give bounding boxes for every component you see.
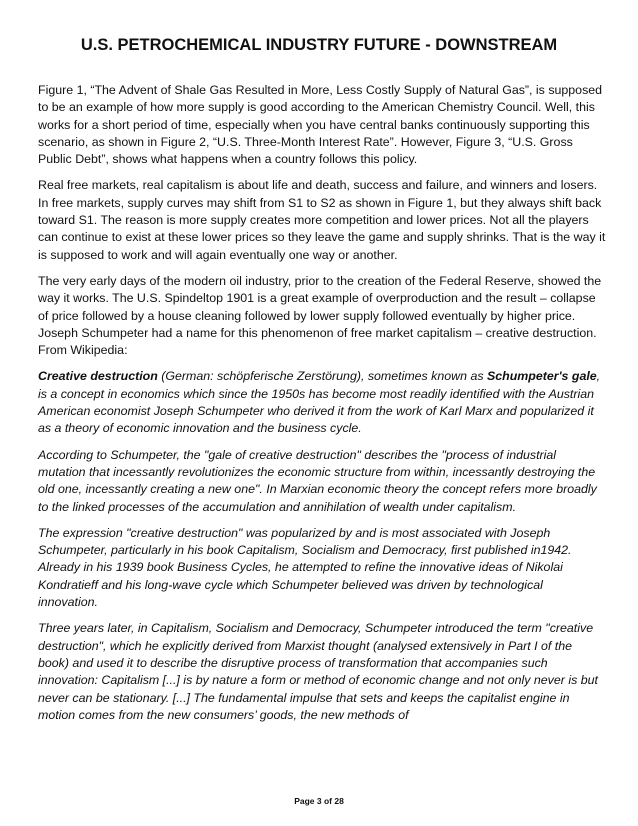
document-body (38, 82, 606, 733)
page-title: U.S. PETROCHEMICAL INDUSTRY FUTURE - DOWNSTREAM (80, 36, 558, 54)
quote-paragraph: Three years later, in Capitalism, Socialism and Democracy, Schumpeter introduced the term "creative destruction", which he explicitly derived from Marxist thought (analysed extensively in Part I of the book) and used it to describe the disruptive process of transformation that accompanies such innovation: Capitalism [...] is by nature a form or method of economic change and not only never is but never can be stationary. [...] The fundamental impulse that sets and keeps the capitalist engine in motion comes from the new consumers’ goods, the new methods of (38, 621, 598, 722)
quote-paragraph (38, 368, 606, 437)
quote-text: (German: schöpferische Zerstörung), sometimes known as (157, 369, 487, 384)
quote-paragraph: According to Schumpeter, the "gale of creative destruction" describes the "process of industrial mutation that incessantly revolutionizes the economic structure from within, incessantly destroying the old one, incessantly creating a new one". In Marxian economic theory the concept refers more broadly to the linked processes of the accumulation and annihilation of wealth under capitalism. (38, 447, 597, 514)
paragraph: The very early days of the modern oil industry, prior to the creation of the Federal Reserve, showed the way it works. The U.S. Spindeltop 1901 is a great example of overproduction and the result – collapse of price followed by a house cleaning followed by lower supply followed eventually by higher price. Joseph Schumpeter had a name for this phenomenon of free market capitalism – creative destruction. From Wikipedia: (38, 273, 602, 358)
quote-paragraph: The expression "creative destruction" was popularized by and is most associated with Joseph Schumpeter, particularly in his book Capitalism, Socialism and Democracy, first published in1942. Already in his 1939 book Business Cycles, he attempted to refine the innovative ideas of Nikolai Kondratieff and his long-wave cycle which Schumpeter believed was driven by technological innovation. (38, 525, 572, 610)
term-creative-destruction: Creative destruction (38, 369, 158, 384)
quote-text: , is a concept in economics which since the 1950s has become most readily identified with the Austrian American economist Joseph Schumpeter who derived it from the work of Karl Marx and popularized it as a theory of economic innovation and the business cycle. (38, 369, 601, 436)
term-schumpeters-gale: Schumpeter's gale (486, 369, 597, 384)
page-number: Page 3 of 28 (294, 796, 344, 806)
paragraph: Real free markets, real capitalism is about life and death, success and failure, and winners and losers. In free markets, supply curves may shift from S1 to S2 as shown in Figure 1, but they always shift back toward S1. The reason is more supply creates more competition and lower prices. Not all the players can continue to exist at these lower prices so they leave the game and supply shrinks. That is the way it is supposed to work and will again eventually one way or another. (38, 178, 606, 262)
paragraph: Figure 1, “The Advent of Shale Gas Resulted in More, Less Costly Supply of Natural Gas”, is supposed to be an example of how more supply is good according to the American Chemistry Council. Well, this works for a short period of time, especially when you have central banks continuously supporting this scenario, as shown in Figure 2, “U.S. Three-Month Interest Rate”. However, Figure 3, “U.S. Gross Public Debt”, shows what happens when a country follows this policy. (38, 83, 603, 167)
